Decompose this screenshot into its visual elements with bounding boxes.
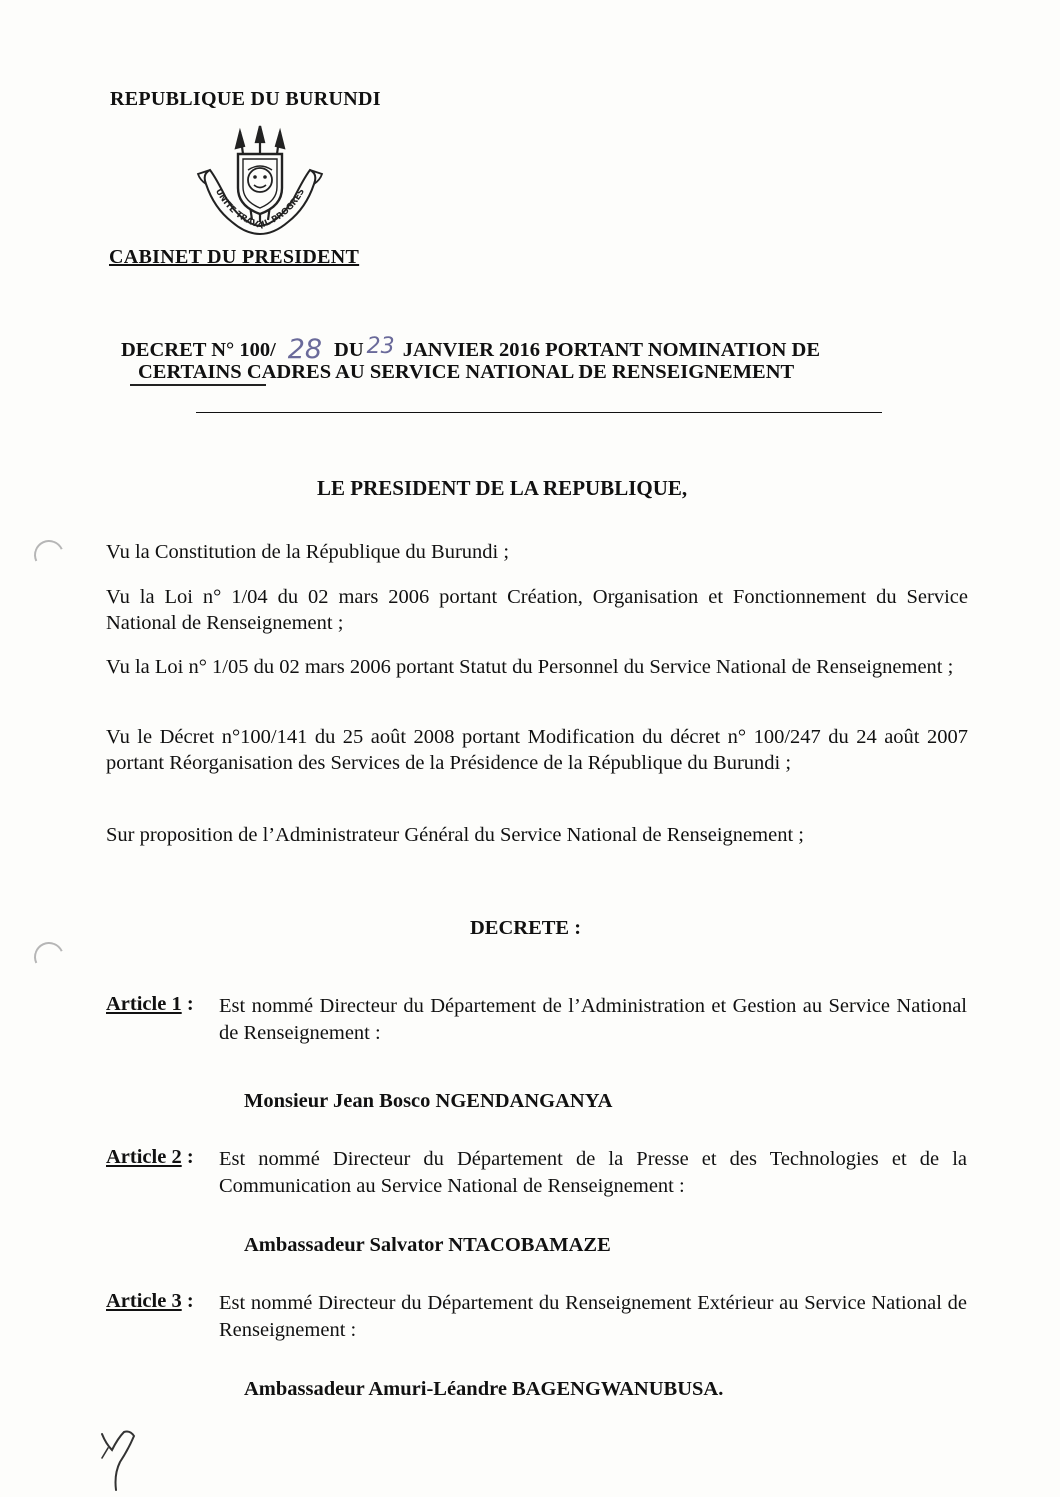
consideration-loi-1-05: Vu la Loi n° 1/05 du 02 mars 2006 portant Statut du Personnel du Service National de Renseignement ; — [106, 656, 954, 678]
decrete-heading: DECRETE : — [470, 917, 582, 939]
punch-hole-mark — [30, 938, 68, 976]
seal-motto: UNITE TRAVAIL PROGRES — [213, 187, 307, 232]
consideration-constitution: Vu la Constitution de la République du Burundi ; — [106, 541, 510, 563]
handwritten-initials-mark — [98, 1428, 146, 1494]
article-1-appointee: Monsieur Jean Bosco NGENDANGANYA — [244, 1090, 613, 1112]
punch-hole-mark — [30, 536, 68, 574]
president-heading: LE PRESIDENT DE LA REPUBLIQUE, — [317, 476, 688, 500]
decree-number-prefix: DECRET N° 100/ — [121, 339, 276, 361]
decree-title-line-1 — [121, 332, 820, 363]
article-1-text: Est nommé Directeur du Département de l’Administration et Gestion au Service National de Renseignement : — [219, 995, 967, 1044]
article-3-text: Est nommé Directeur du Département du Renseignement Extérieur au Service National de Renseignement : — [219, 1292, 967, 1341]
decree-title-rest: JANVIER 2016 PORTANT NOMINATION DE — [402, 339, 821, 361]
article-2-appointee: Ambassadeur Salvator NTACOBAMAZE — [244, 1234, 611, 1256]
title-separator — [196, 412, 882, 413]
article-1-label: Article 1 : — [106, 993, 194, 1015]
handwritten-decree-day: 23 — [366, 334, 395, 359]
burundi-coat-of-arms-icon — [196, 122, 324, 240]
cabinet-heading: CABINET DU PRESIDENT — [109, 246, 360, 268]
consideration-decret-100-141: Vu le Décret n°100/141 du 25 août 2008 portant Modification du décret n° 100/247 du 24 août 2007 portant Réorganisation des Services de la Présidence de la République du Burundi ; — [106, 726, 968, 774]
decree-title-line-2: CERTAINS CADRES AU SERVICE NATIONAL DE RENSEIGNEMENT — [138, 361, 795, 383]
title-underline-mark — [130, 384, 266, 386]
republic-heading: REPUBLIQUE DU BURUNDI — [110, 88, 381, 110]
consideration-proposition: Sur proposition de l’Administrateur Général du Service National de Renseignement ; — [106, 824, 804, 846]
article-2-label: Article 2 : — [106, 1146, 194, 1168]
article-2-text: Est nommé Directeur du Département de la Presse et des Technologies et de la Communication au Service National de Renseignement : — [219, 1148, 967, 1197]
article-3-appointee: Ambassadeur Amuri-Léandre BAGENGWANUBUSA. — [244, 1378, 724, 1400]
consideration-loi-1-04: Vu la Loi n° 1/04 du 02 mars 2006 portant Création, Organisation et Fonctionnement du Service National de Renseignement ; — [106, 586, 968, 634]
decree-du: DU — [334, 339, 364, 361]
handwritten-decree-number: 28 — [287, 334, 323, 365]
article-3-label: Article 3 : — [106, 1290, 194, 1312]
